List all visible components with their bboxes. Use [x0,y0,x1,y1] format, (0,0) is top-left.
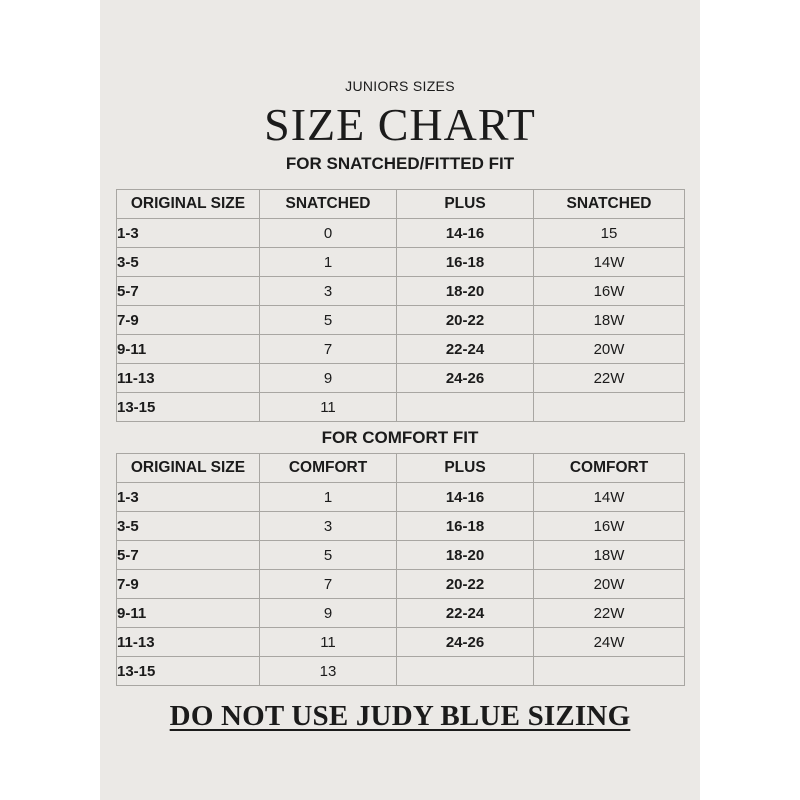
snatched-size-table [116,189,685,422]
table-cell: 15 [534,219,685,248]
table-cell: 5 [260,306,397,335]
table-cell: 18W [534,541,685,570]
table-cell: 5-7 [117,541,260,570]
column-header: PLUS [397,190,534,219]
table-cell: 20-22 [397,570,534,599]
table-row [117,483,685,512]
table-cell: 16W [534,277,685,306]
judy-blue-warning: DO NOT USE JUDY BLUE SIZING [169,700,631,732]
table-cell: 14-16 [397,483,534,512]
table-cell: 3 [260,512,397,541]
comfort-fit-heading: FOR COMFORT FIT [321,428,479,447]
table-cell: 1 [260,483,397,512]
table-cell: 16W [534,512,685,541]
table-cell: 24-26 [397,628,534,657]
table-cell: 20W [534,335,685,364]
table-cell: 24-26 [397,364,534,393]
table-row [117,599,685,628]
column-header: ORIGINAL SIZE [117,190,260,219]
table-cell: 7-9 [117,570,260,599]
table-cell: 1-3 [117,483,260,512]
table-cell: 11 [260,393,397,422]
table-cell: 18-20 [397,541,534,570]
column-header: PLUS [397,454,534,483]
table-cell: 9 [260,599,397,628]
table-cell: 13-15 [117,657,260,686]
table-cell: 1 [260,248,397,277]
table-cell: 5-7 [117,277,260,306]
juniors-sizes-label: JUNIORS SIZES [345,78,455,94]
table-cell: 16-18 [397,248,534,277]
table-cell: 7-9 [117,306,260,335]
comfort-size-table [116,453,685,686]
snatched-fit-heading: FOR SNATCHED/FITTED FIT [285,154,515,173]
table-row [117,306,685,335]
table-cell: 13 [260,657,397,686]
table-cell [397,657,534,686]
table-cell: 0 [260,219,397,248]
table-cell: 5 [260,541,397,570]
table-row [117,541,685,570]
table-cell: 13-15 [117,393,260,422]
table-cell: 11-13 [117,628,260,657]
table-cell: 16-18 [397,512,534,541]
table-cell: 14W [534,483,685,512]
table-cell: 7 [260,335,397,364]
table-cell: 18W [534,306,685,335]
table-cell [534,657,685,686]
column-header: ORIGINAL SIZE [117,454,260,483]
table-cell: 22W [534,599,685,628]
table-cell: 11 [260,628,397,657]
table-cell: 3-5 [117,512,260,541]
table-row [117,364,685,393]
table-row [117,512,685,541]
table-cell: 22-24 [397,599,534,628]
table-row [117,570,685,599]
table-header-row [117,454,685,483]
table-cell [534,393,685,422]
table-cell: 3 [260,277,397,306]
table-row [117,277,685,306]
table-header-row [117,190,685,219]
table-cell: 11-13 [117,364,260,393]
table-cell: 22W [534,364,685,393]
table-row [117,393,685,422]
page-title: SIZE CHART [264,99,536,150]
table-row [117,335,685,364]
table-cell [397,393,534,422]
size-chart-card [100,0,700,800]
table-cell: 1-3 [117,219,260,248]
table-row [117,248,685,277]
table-row [117,628,685,657]
table-cell: 20W [534,570,685,599]
table-cell: 9-11 [117,599,260,628]
table-cell: 20-22 [397,306,534,335]
column-header: COMFORT [534,454,685,483]
table-cell: 22-24 [397,335,534,364]
table-row [117,219,685,248]
table-cell: 9 [260,364,397,393]
table-cell: 24W [534,628,685,657]
table-cell: 14-16 [397,219,534,248]
table-cell: 3-5 [117,248,260,277]
column-header: COMFORT [260,454,397,483]
table-cell: 18-20 [397,277,534,306]
table-cell: 7 [260,570,397,599]
table-cell: 14W [534,248,685,277]
column-header: SNATCHED [534,190,685,219]
table-cell: 9-11 [117,335,260,364]
table-row [117,657,685,686]
column-header: SNATCHED [260,190,397,219]
